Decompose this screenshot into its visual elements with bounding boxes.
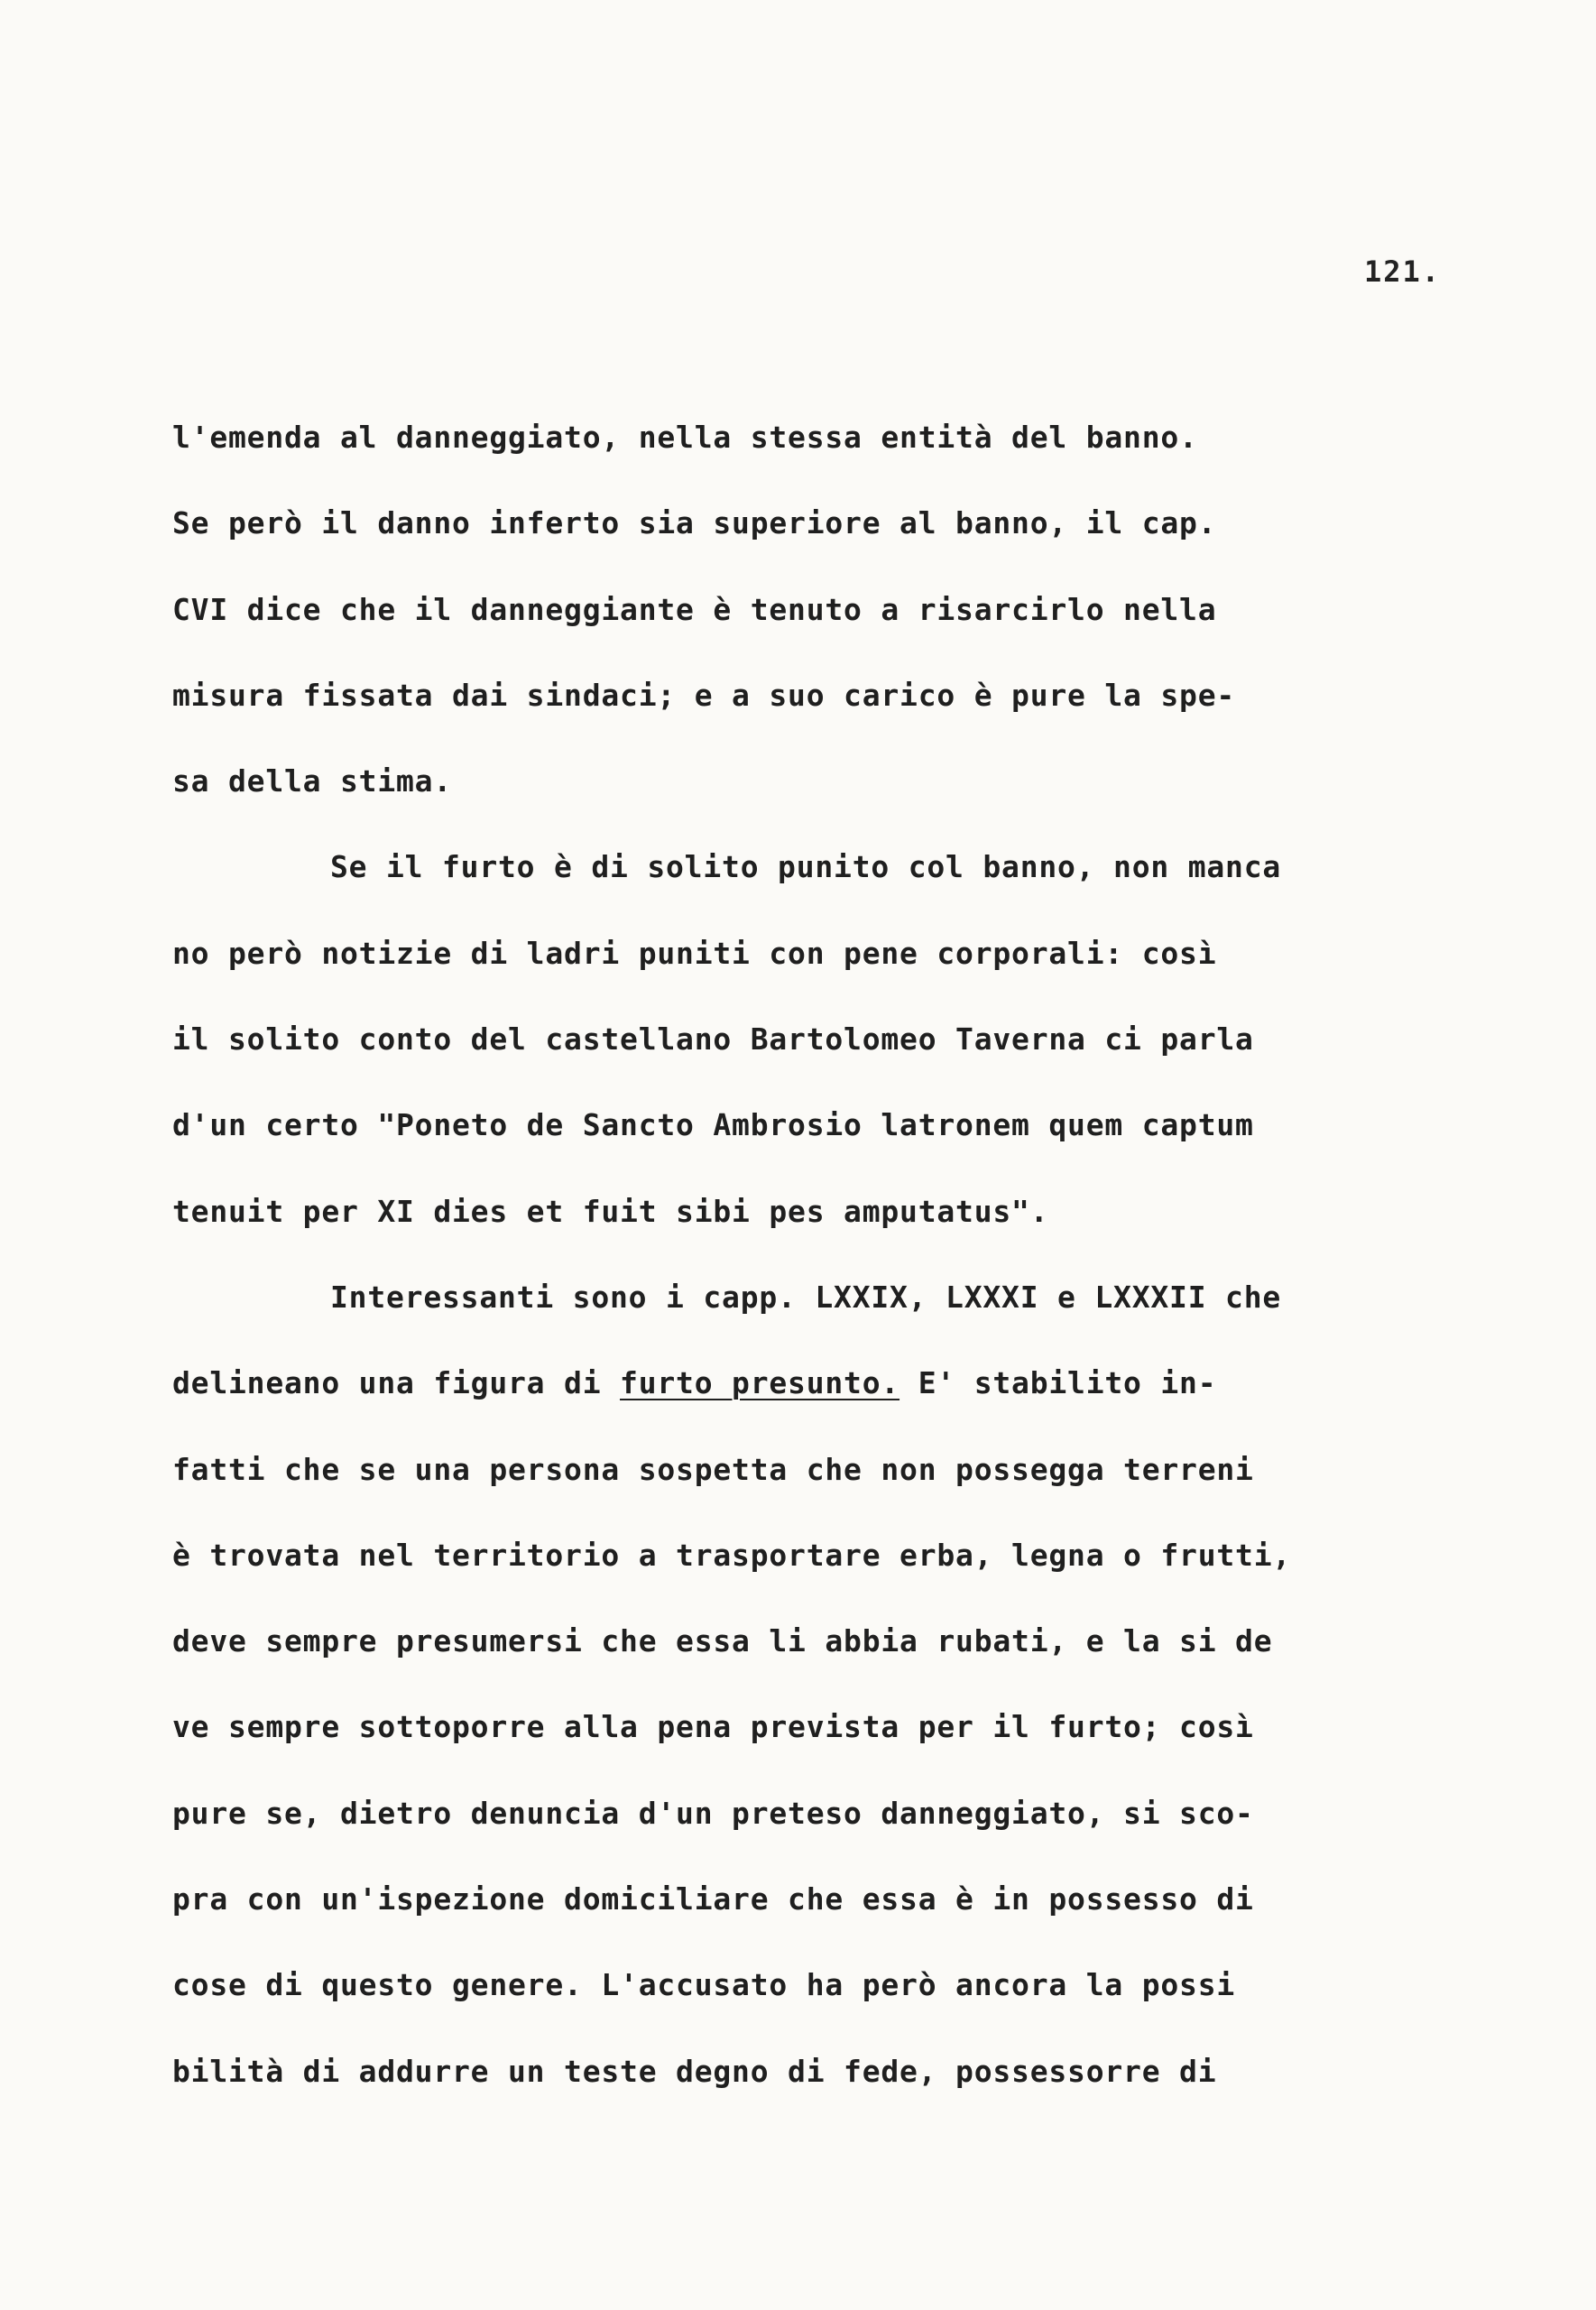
text-line: deve sempre presumersi che essa li abbia rubati, e la si de bbox=[172, 1623, 1273, 1659]
page-number: 121. bbox=[1364, 254, 1442, 289]
text-line: fatti che se una persona sospetta che non possegga terreni bbox=[172, 1451, 1254, 1487]
text-segment: E' stabilito in- bbox=[899, 1365, 1217, 1401]
text-line: Se però il danno inferto sia superiore al banno, il cap. bbox=[172, 505, 1217, 541]
text-line: ve sempre sottoporre alla pena prevista per il furto; così bbox=[172, 1709, 1254, 1745]
text-line: tenuit per XI dies et fuit sibi pes amputatus". bbox=[172, 1193, 1049, 1229]
text-line: cose di questo genere. L'accusato ha però ancora la possi bbox=[172, 1967, 1236, 2003]
text-line: bilità di addurre un teste degno di fede, possessorre di bbox=[172, 2053, 1217, 2089]
text-line-with-underline bbox=[172, 1365, 1490, 1451]
text-line: no però notizie di ladri puniti con pene corporali: così bbox=[172, 935, 1217, 971]
text-line-paragraph-start: Se il furto è di solito punito col banno, non manca bbox=[330, 849, 1282, 885]
text-line: il solito conto del castellano Bartolomeo Taverna ci parla bbox=[172, 1021, 1254, 1058]
text-line: è trovata nel territorio a trasportare erba, legna o frutti, bbox=[172, 1537, 1292, 1573]
text-line: sa della stima. bbox=[172, 763, 453, 799]
text-segment: delineano una figura di bbox=[172, 1365, 621, 1401]
text-line: pra con un'ispezione domiciliare che essa è in possesso di bbox=[172, 1881, 1254, 1917]
underlined-term: furto presunto. bbox=[620, 1365, 900, 1401]
text-line: pure se, dietro denuncia d'un preteso danneggiato, si sco- bbox=[172, 1795, 1254, 1831]
text-line: misura fissata dai sindaci; e a suo carico è pure la spe- bbox=[172, 677, 1236, 713]
text-line: l'emenda al danneggiato, nella stessa entità del banno. bbox=[172, 420, 1198, 455]
text-line-paragraph-start: Interessanti sono i capp. LXXIX, LXXXI e LXXXII che bbox=[330, 1279, 1282, 1315]
text-line: CVI dice che il danneggiante è tenuto a risarcirlo nella bbox=[172, 591, 1217, 627]
text-line: d'un certo "Poneto de Sancto Ambrosio latronem quem captum bbox=[172, 1107, 1254, 1143]
body-text bbox=[172, 420, 1490, 2139]
